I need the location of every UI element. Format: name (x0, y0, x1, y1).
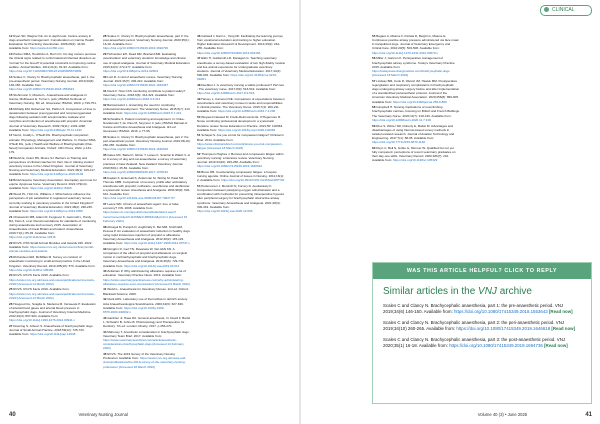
reference-link[interactable]: https://doi.org/10.3138/jvme.2019.0050 (29, 208, 83, 213)
reference-text: Miller J, Gannon K. Perioperative management of brachycephalic airway syndrome. Today's Veterinary Practice. 2015. Available from: (372, 56, 456, 69)
reference-item (9, 52, 97, 73)
reference-link[interactable]: https://www.dvm360.com (29, 46, 64, 51)
reference-link[interactable]: https://doi.org/10.1213/01.ane.0000103187.70627.57 (103, 196, 175, 201)
reference-link[interactable]: https://doi.org/10.1136/vr.105486 (9, 267, 54, 272)
reference-link[interactable]: https://doi.org/10.1034/j.1399-6576.2000.440602.x (103, 305, 165, 314)
reference-link[interactable]: https://www.rcvs.org.uk/news-and-views/publications/rcvs-facts-2018/ [Accessed 14 March 2022] (9, 277, 95, 286)
reference-number: 26 (9, 301, 13, 306)
reference-item (103, 247, 191, 268)
reference-number: 50 (197, 115, 201, 120)
reference-item (197, 152, 285, 169)
reference-item (9, 287, 97, 299)
reference-number: 38 (103, 224, 107, 229)
reference-number: 33 (103, 116, 107, 121)
reference-text: Ryan SD, Wagner KE. An in-depth look: Canine anxiety in dogs anesthetic management. Consideration on Canine Health Evaluation for Practicing Veterinarian. 2006;28(1): 44-56. Available from: (9, 34, 94, 51)
reference-number: 19 (9, 178, 13, 183)
similar-articles-box (372, 262, 592, 404)
journal-name: Veterinary Nursing Journal (78, 412, 128, 417)
reference-link[interactable]: https://doi.org/10.1016/j.vaa.2019.04.012 (123, 263, 180, 268)
reference-link[interactable]: https://www.veterinaryteambrief.com/article/anesthetic-considerations-brachycephalic-dogs [Accessed 14 February 2022] (103, 337, 184, 351)
reference-text: Harvey L, Cameron RE. Comparison of expectations between veterinarians and veterinary nurses in tasks and responsibilities in clinical practice. The Veterinary Nurse. 2016;7(4): 200-211. Available from: (197, 96, 285, 114)
reference-link[interactable]: https://doi.org/10.1136/vr.105329 (392, 158, 438, 163)
reference-text: McNally EM, Robertson SA, Pablo LS. Comparison of time to desaturation between preoxygenated and nonpreoxygenated dogs following sedation with acepromazine maleate and morphine and induction of anesthesia with propofol. American Journal of Veterinary Research. 2009;70(11): 1333-1338. Available from: (9, 106, 96, 132)
reference-number: 24 (9, 273, 13, 278)
reference-number: 21 (9, 214, 13, 219)
reference-text: Nongrim D, Gerl TN, Ravaneta W, Van Abbi KD. A comparison of the effect of propofol and alfaxalone on surgical motion in conbrachycephalic and brachycephalic dogs. Veterinary Anaesthesia and Analgesia. 2019;46(6): 729-736. Available from: (103, 246, 187, 268)
reference-text: Cattwell J, Dann L, Yang DF. Facilitating the learning journey from vocational education and training to higher education. Higher Education Research & Development. 2014;33(2): 242-255. Available from: (197, 34, 283, 51)
left-page (0, 0, 299, 424)
reference-item (103, 202, 191, 223)
reference-number: 22 (9, 241, 13, 246)
reference-number: 29 (103, 52, 107, 57)
reference-text: Packer RMA, Hendricks A, Burn CC. Do dog owners perceive the clinical signs related to conformational inherited disorders as 'normal' for the breed? A potential constraint to improving canine welfare. Animal Welfare. 2012;21(1): 81-93. Available from: (9, 52, 97, 69)
reference-text: Downing S, Gibson S. Anaesthesia of brachycephalic dogs. Journal of Small Animal Practice. 2018;59(12): 725-733. Available from: (9, 323, 94, 337)
reference-link[interactable]: https://www.veterinarypracticenews.com/why-administering-alfaxalone-requires-a-lot-of-education/ [Accessed 9 March 2022] (103, 277, 190, 286)
reference-item (197, 133, 285, 150)
reference-item (103, 176, 191, 201)
reference-number: 18 (9, 155, 13, 160)
reference-number: 57 (372, 78, 376, 83)
similar-article-2-link[interactable]: https://doi.org/10.1080/17415349.2019.1646618 (456, 326, 551, 331)
reference-number: 60 (372, 145, 376, 150)
reference-text: Hosgood GL, Scaglia G, Medema M, Verweede P. Evaluation of arterial blood gases and arterial blood pressure in brachycephalic dogs. Journal of Veterinary Internal Medicine. 2012;26(4): 897-904. Available from: (9, 301, 96, 318)
reference-number: 45 (103, 352, 107, 357)
reference-number: 51 (197, 133, 201, 138)
reference-item (9, 192, 97, 213)
reference-item (9, 107, 97, 132)
reference-item (9, 34, 97, 51)
reference-item (9, 215, 97, 240)
reference-text: Richardson EM, McMillan M. Survey on conduct of anaesthetic monitoring in small animal practice in the United Kingdom. Veterinary Record. 2019;185(18): 570. Available from: (9, 255, 96, 268)
reference-item (103, 330, 191, 351)
reference-text: Welsh E, Grant RS, Moore SJ. Barriers to Training and perspectives of clinical coaches for their role in training student veterinary nurses in the United Kingdom. Journal of Veterinary Nursing and Veterinary Medical Education. 2021;48(1): 106-117. Available from: (9, 155, 96, 177)
reference-item (103, 135, 191, 152)
reference-item (372, 124, 460, 145)
reference-text: RCVS. The 2019 Survey of the Veterinary Nursing Profession. Available from: (103, 352, 175, 361)
reference-text: Welsh L. Anaesthesia for Veterinary Nurses. 2nd ed. Oxford: Blackwell Science; 2009. (103, 287, 189, 296)
reference-number: 32 (103, 102, 107, 107)
reference-link[interactable]: https://doi.org/10.12968/vetn.2015.6.7.413 (123, 111, 182, 116)
reference-item (103, 269, 191, 286)
reference-item (103, 225, 191, 246)
reference-number: 12 (9, 34, 13, 38)
reference-item (103, 287, 191, 295)
reference-number: 13 (9, 52, 13, 57)
reference-text: Wood PL, Holt CG, Williams J. What factors influence the perceptions of job satisfaction in registered veterinary nurses currently working in veterinary practice in the United Kingdom? Journal of Veterinary Medical Education. 2021;48(2): 238-245. Available from: (9, 192, 94, 213)
reference-number: 56 (372, 56, 376, 61)
reference-text: Leece WD. Choice of anaesthetic agent: true or false economy? VIN. 2008. Available from: (103, 202, 179, 211)
reference-column-3 (197, 34, 285, 215)
reference-item (103, 75, 191, 87)
reference-number: 59 (372, 123, 376, 128)
reference-text: Schapel S. Are you at risk for compassion fatigue? Clinician's Brief. 2014. Available from: (197, 133, 284, 142)
reference-number: 53 (197, 169, 201, 174)
clinical-icon (544, 7, 549, 12)
reference-link[interactable]: https://doi.org/10.2460/ajvr.70.11.1333 (29, 127, 82, 132)
read-now-link-2[interactable]: [Read now] (551, 326, 576, 331)
left-page-number: 40 (9, 412, 16, 418)
reference-item (103, 34, 191, 51)
reference-text: Lutz R. A visit of anaesthetic nurses. Veterinary Nursing Journal. 2021;36(7): 206-210. Available from: (103, 74, 183, 83)
reference-item (103, 297, 191, 314)
similar-article-3: Scales C and Clancy N. Brachycephalic anaesthesia, part 3: the post-anaesthetic period. VNJ 2020;35(1) 16-18. Available from: https://doi.org/10.1080/17415349.2019.1694736 [Read now] (383, 337, 568, 348)
reference-link[interactable]: https://doi.org/10.1111/j.1476-4431.2010.00579.x (372, 50, 438, 55)
reference-link[interactable]: https://www.rcvs.org.uk/news-and-views/publications/rcvs-facts-2019/ [Accessed 14 March 2022] (9, 291, 95, 300)
reference-item (197, 115, 285, 132)
reference-link[interactable]: https://doi.org/10.12968/vetn.2018.9.6.314 (103, 96, 161, 101)
reference-text: Thompson-Hughes J. Burnout and compassion fatigue within veterinary nursing: a literature review. Veterinary Nursing Journal. 2019;34(10): 266-268. Available from: (197, 151, 284, 164)
reference-link[interactable]: https://doi.org/10.1016/j.vaa.2020.12.006 (197, 208, 253, 213)
feedback-banner[interactable]: WAS THIS ARTICLE HELPFUL? CLICK TO REPLY (373, 263, 591, 279)
reference-link[interactable]: https://doi.org/10.1080/17415349.2019.1646618 (103, 147, 169, 152)
reference-link[interactable]: https://www.vin.com/apputil/content/defaultadv1.aspx?meta=Generic&pId=11268&id=3866413&print=1 [Accessed 15 February 2022] (103, 210, 188, 223)
reference-link[interactable]: https://doi.org/10.3138/jvme.0214-026R1 (103, 68, 159, 73)
reference-text: Bruce DB. Counteracting compassion fatigue: a hospice nursing agenda. Online Journal of Issues in Nursing. 2011;16(1): 2. Available from: (197, 169, 285, 183)
reference-item (103, 89, 191, 101)
reference-item (9, 302, 97, 323)
reference-link[interactable]: https://doi.org/10.2460/javma.256.8.899 (392, 99, 447, 104)
reference-number: 27 (9, 323, 13, 328)
left-footer (9, 412, 128, 418)
reference-text: Weyaert-Catuaud M, Frank-Reinmondo IE, O'Hogemore R. Nurse continuing professional development: a systematic literature review. Nurse Education in Practice. 2021;50: 102963. Available from: (197, 115, 284, 132)
reference-text: Pettersonen J, Mursinih N, Forrery D, Austlwukely K. Comparison between paralysing oxygen administration and a combination with methodist for preventing intraoperative hypoxia after peripheral surgery for brachycephalic obstructive airway syndrome. Veterinary Anaesthesia and Analgesia. 2021;48(3): 309-319. Available from: (197, 183, 284, 209)
reference-number: 23 (9, 255, 13, 260)
reference-link[interactable]: https://www.rcvs.org.uk/document-library/small-animal-modules-and-awards (9, 245, 94, 254)
reference-item (103, 153, 191, 174)
reference-link[interactable]: https://doi.org/10.7120/096272812X13345905673809 (9, 68, 82, 73)
reference-text: Deebbel J. Is veterinary nursing a viable profession? Part two - The veterinary nurse. 2017;8(9): 516-519. Available from: (197, 82, 285, 92)
reference-item (197, 83, 285, 95)
reference-text: Gardiner Jr, Haas DA. General anesthesia. In: Dowd F, Bartel L, Schwartz B, Johns B. Pharmacology and Therapeutics for Dentistry. 7th ed. London: Mosby; 2017. p.256-270. (103, 315, 191, 328)
reference-number: 14 (9, 74, 13, 79)
section-badge-label: CLINICAL (552, 7, 575, 13)
reference-number: 46 (197, 34, 201, 38)
reference-link[interactable]: https://doi.org/10.3912/OJIN.Vol16No01PPT02 (221, 178, 285, 183)
reference-item (103, 52, 191, 73)
reference-link[interactable]: https://www.cliniciansbrief.com/article/are-you-risk-compassion-fatigue [Accessed 18 March 2022] (197, 141, 283, 150)
reference-text: Clark AWL. Laboratory use of thermoflow in dehrich anxiety. Acta Anaesthesiologica Scandinavica. 2000;44(6): 627-639. Available from: (103, 297, 188, 310)
reference-number: 49 (197, 96, 201, 101)
reference-number: 36 (103, 175, 107, 180)
reference-link[interactable]: https://doi.org/10.1111/j.1467-2995.2012.00747.x (123, 241, 190, 246)
reference-item (9, 156, 97, 177)
reference-text: Duyn C, Bell N, Gultie G, Nimmer W. Qualified but not yet fully competent: perceptions of recent veterinary graduates on their day-one skills. Veterinary Record. 2020;186(7): 216. Available from: (372, 145, 456, 163)
reference-item (372, 105, 460, 122)
reference-item (9, 241, 97, 253)
similar-article-3-link[interactable]: https://doi.org/10.1080/17415349.2019.1694736 (449, 343, 543, 348)
reference-text: Campbell H. Nursing implications of overclimbing brachycephalic canines, focusing on British and French Bulldogs. The Veterinary Nurse. 2020;11(7): 318-319. Available from: (372, 105, 460, 118)
reference-number: 15 (9, 92, 13, 97)
reference-number: 52 (197, 151, 201, 156)
reference-text: Stuhrmann V, Mouttet L. Anaesthesia and analgesia in: Garcia, Mullineaux E, Turner L (eds.) BSAVA Textbook of Veterinary Nursing. 6th ed. Gloucester: BSAVA; 2020. p.729-751. (9, 92, 97, 106)
reference-text: Bartoszewicz L. Extending the need for continuing professional development. The Veterinary Nurse. 2015;6(7): 413. Available from: (103, 102, 191, 116)
reference-link[interactable]: https://doi.org/10.1111/jsap.12948 (29, 332, 76, 337)
reference-link[interactable]: https://doi.org/10.1080/00480169.2017.1378132 (103, 169, 169, 174)
reference-item (372, 34, 460, 55)
reference-link[interactable]: https://doi.org/10.1080/17415349.2019.1646622 (197, 164, 263, 169)
reference-link[interactable]: https://doi.org/10.1080/17415349.2019.1694736 (103, 46, 169, 51)
reference-number: 54 (197, 183, 201, 188)
reference-link[interactable]: https://doi.org/10.1016/j.nepr.2020.102963 (217, 127, 276, 132)
reference-number: 40 (103, 269, 107, 274)
reference-number: 16 (9, 106, 13, 111)
reference-number: 35 (103, 153, 107, 158)
reference-link[interactable]: https://doi.org/10.1111/anae.13316 (9, 235, 56, 240)
reference-item (372, 56, 460, 77)
reference-item (372, 79, 460, 104)
right-page-number: 41 (585, 412, 592, 418)
reference-text: RCVS. PSS Small Animal Modules and Awards 320. 2022. Available from: (9, 241, 93, 250)
reference-item (9, 93, 97, 105)
reference-number: 30 (103, 74, 107, 79)
reference-number: 47 (197, 56, 201, 61)
reference-item (197, 56, 285, 81)
reference-item (9, 324, 97, 336)
reference-column-4 (372, 34, 460, 164)
reference-link[interactable]: https://doi.org/10.1111/j.1939-1676.2012.00941.x (9, 318, 75, 323)
reference-link[interactable]: https://doi.org/10.12968/vetn.2017.8.9.516 (197, 91, 255, 96)
similar-article-1: Scales C and Clancy N. Brachycephalic anaesthesia, part 1: the pre-anaesthetic period. VNJ 2019;34(6) 146-150. Available from: https://doi.org/10.1080/17415349.2018.1553643 [Read now] (383, 303, 573, 314)
reference-link[interactable]: https://doi.org/10.3138/jvme.0216-040R1 (197, 73, 277, 82)
reference-item (9, 133, 97, 154)
reference-number: 41 (103, 287, 107, 292)
reference-number: 37 (103, 202, 107, 207)
read-now-link-3[interactable]: [Read now] (544, 343, 568, 348)
reference-link[interactable]: https://doi.org/10.1080/07294360.2013.832156 (197, 50, 261, 55)
reference-number: 17 (9, 133, 13, 138)
reference-text: Neil A, Cuddy L, O'Neill DG. Brachycephalic companion animals: Physiology, Management and Welfare. In: Packer RMA, O'Neill DG, (eds.) Health and Welfare of Brachycephalic (Flat-faced) Companion Animals. Oxford: CRC Press; 2022. p.161-179. (9, 133, 97, 155)
reference-item (9, 255, 97, 272)
read-now-link-1[interactable]: [Read now] (548, 309, 573, 314)
reference-text: RCVS. RCVS Facts 2019. Available from: (13, 287, 70, 292)
reference-item (103, 117, 191, 134)
reference-item (197, 34, 285, 55)
reference-text: Schwalbe S. Patient monitoring and equipment. In: Duke-Novakovski T, de Vries M, Seymour C (eds.) BSAVA Manual of Canine and Feline Anaesthesia and Analgesia. 3rd ed. Gloucester: BSAVA; 2016. p.77-96. (103, 116, 188, 134)
reference-text: Scales C, Clancy N. Brachycephalic anaesthesia, part 1: the pre-anaesthetic period. Veterinary Nursing Journal. 2019;34(6): 146-150. Available from: (9, 74, 95, 87)
reference-number: 20 (9, 192, 13, 197)
reference-text: Chiavaccini MB, Adami R, Ferguson K, Gemmell L, Hardy RA, Klein Z, et al. Recommendations for standards of monitoring during anaesthesia and recovery 2015. Association of Anaesthetists of Great Britain and Ireland. Anaesthesia. 2016;71(1): 85-93. Available from: (9, 214, 97, 236)
reference-text: Scales C, Clancy N. Brachycephalic anaesthesia, part 3: the post-anaesthetic period. Veterinary Nursing Journal. 2020;35(1): 16-18. Available from: (103, 34, 190, 47)
reference-column-2 (103, 34, 191, 370)
reference-number: 55 (372, 34, 376, 38)
similar-article-2: Scales C and Clancy N. Brachycephalic anaesthesia, part 2: the peri-anaesthetic period. VNJ 2019;34(10) 260-265. Available from: https://doi.org/10.1080/17415349.2019.1646618 [Read now] (383, 320, 576, 331)
reference-number: 28 (103, 34, 107, 38)
section-badge (540, 5, 592, 16)
reference-number: 44 (103, 329, 107, 334)
reference-item (9, 273, 97, 285)
reference-text: Almagul M, Pamjeb D, Augthindly K, Bel MM, Smith EM, Pessoa P. An evaluation of anaesthetic induction in healthy dogs using rapid intravenous injection of propofol or alfaxalone. Veterinary Anaesthesia and Analgesia. 2012;40(2): 115-123. Available from: (103, 224, 190, 246)
reference-item (197, 170, 285, 182)
reference-item (372, 146, 460, 163)
reference-link[interactable]: https://doi.org/10.3138/jvme-2020-0109 (29, 172, 84, 177)
reference-text: Zetlaman P. Why administering alfaxalone requires a lot of education. Veterinary Practice News. 2014. Available from: (103, 269, 186, 278)
reference-item (197, 184, 285, 213)
reference-item (9, 178, 97, 190)
reference-link[interactable]: https://doi.org/10.7771/2159-6670.1160 (372, 140, 426, 145)
reference-text: Lindsay BM, Cook D, Wetzel JM, Hasiuk MM. Postoperative regurgitation and respiratory complications in brachycephalic dogs undergoing airway surgery before and after implementation of a standardized perianesthetic protocol. Journal of the American Veterinary Medical Association. 2020;256(8): 899-905. Available from: (372, 78, 460, 104)
reference-text: Kaplan K, Eckersall S, Zetterman M, Tarling M, Patel MJ. Thomas CBB. Comparison of recovery profile after ambulatory anesthesia with propofol, isoflurane, sevoflurane and desflurane: a systematic review. Anesthesia and Analgesia. 2004;98(3): 632-641. Available from: (103, 175, 191, 197)
reference-item (103, 352, 191, 369)
reference-text: Scales C, Clancy N. Brachycephalic anaesthesia, part 2: the peri-anaesthetic period. Veterinary Nursing Journal. 2019;34(10): 260-265. Available from: (103, 135, 191, 148)
reference-number: 42 (103, 297, 107, 302)
reference-item (103, 103, 191, 115)
volume-info: Volume 40 (3) • June 2025 (477, 412, 528, 417)
reference-text: Gates MC, Bartel K, Ebner T, Lanes K, Scanlon E Walsh V, et al. A survey of dog and cat anaesthesia: a survey of veterinary practices in New Zealand. New Zealand Veterinary Journal. 2018;66(1): 45-52. Available from: (103, 153, 191, 170)
similar-article-1-link[interactable]: https://doi.org/10.1080/17415349.2018.1553643 (453, 309, 548, 314)
reference-number: 43 (103, 315, 107, 320)
reference-link[interactable]: https://todaysveterinarypractice.com/brachycephalic-dogs [Accessed 18 March 2022] (372, 68, 450, 77)
reference-text: Elkin H, Goldsmith LR, Flanagan G. Teaching veterinary anesthesia: a survey-based evaluation of two high-fidelity models and live animal experience for undergraduate veterinary students. Journal of Veterinary Medical Education. 2017;44(4): 596-602. Available from: (197, 56, 285, 77)
reference-item (103, 316, 191, 328)
reference-text: British Equine Veterinary Association. Exemplary post note for equine dyspnoea horse. Veterinary Record. 2021;179(14). Available from: (9, 178, 97, 191)
reference-item (9, 75, 97, 92)
reference-column-1 (9, 34, 97, 338)
reference-number: 58 (372, 105, 376, 110)
reference-text: Hofmeister EH, Read MR, Brainard BM. Evaluating veterinarians' and veterinary students' knowledge and clinical use of opioid analgesia. Journal of Veterinary Medical Education. 2015;42(3): 272-277. Available from: (103, 52, 191, 69)
reference-number: 25 (9, 287, 13, 292)
reference-text: RCVS. RCVS Facts 2018. Available from: (13, 273, 70, 278)
reference-number: 34 (103, 135, 107, 139)
reference-link[interactable]: https://www.rcvs.org.uk/news-and-views/publications/the-2019-survey-of-the-veterinary-nursing-profession/ [Accessed 18 March 2022] (103, 356, 187, 369)
reference-number: 39 (103, 246, 107, 251)
reference-link[interactable]: https://doi.org/10.1080/17415349.2021.1923497 (103, 82, 169, 87)
reference-text: Rios S, Winter SR, Doherty E, Mabel M. Advantages and disadvantages of using Internet-based survey methods in aviation-related research. Journal of Aviation Technology and Engineering. 2017;7(1): 58-65. Available from: (372, 123, 455, 140)
reference-number: 31 (103, 88, 107, 93)
reference-number: 48 (197, 82, 201, 87)
reference-link[interactable]: https://doi.org/10.1080/17415349.2018.1553643 (9, 87, 75, 92)
right-footer (478, 412, 592, 418)
similar-articles-title: Similar articles in the VNJ archive (383, 286, 532, 297)
reference-link[interactable]: https://doi.org/10.12968/vetn.2020.11.7.318 (372, 117, 431, 122)
reference-text: Mahoney T. Anesthetic consideration in brachycephalic dogs. Veterinary Team Brief. 2017. Available from: (103, 329, 190, 338)
reference-item (197, 97, 285, 114)
reference-link[interactable]: https://doi.org/10.12968/vetn.2016.7.4.200 (217, 109, 276, 114)
reference-text: Fleck F. How CCS monitoring contribute to patient safety? Veterinary Nurse. 2018;9(6): 314-323. Available from: (103, 88, 186, 97)
reference-link[interactable]: https://doi.org/10.1136/vr.i5489 (29, 186, 72, 191)
reference-text: Bégaré A, Malone F, Perlata D, Beight G, Malone E. Continuous positive airway pressure administered via face mask in tranquilized dogs. Journal of Veterinary Emergency and Critical Care. 2010;20(5): 503-508. Available from: (372, 34, 459, 51)
